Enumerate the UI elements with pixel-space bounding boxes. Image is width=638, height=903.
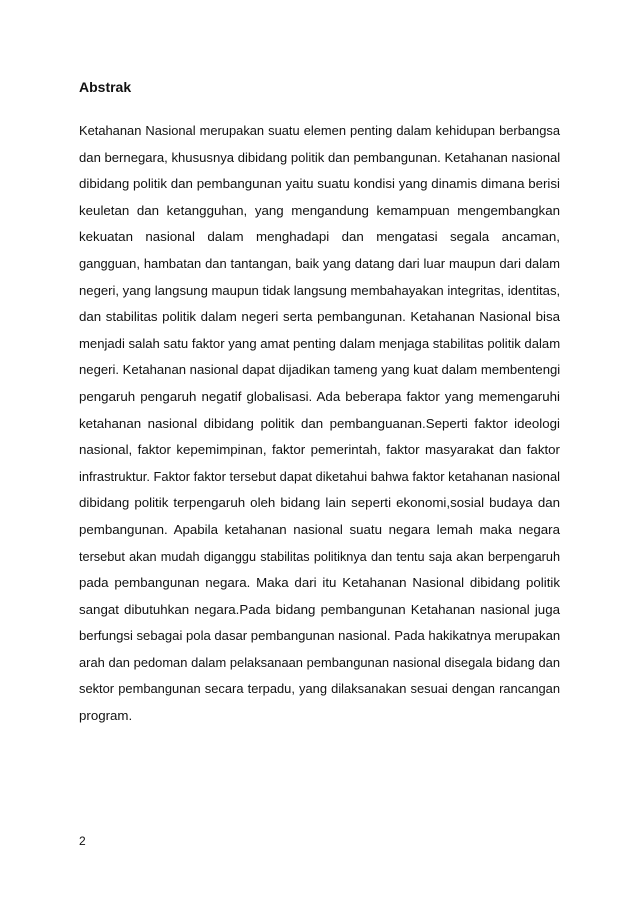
- body-line: dibidang politik terpengaruh oleh bidang lain seperti ekonomi,sosial budaya dan: [79, 495, 560, 511]
- body-line: menjadi salah satu faktor yang amat penting dalam menjaga stabilitas politik dalam: [79, 335, 561, 351]
- body-line: tersebut akan mudah diganggu stabilitas politiknya dan tentu saja akan berpengaruh: [79, 549, 560, 564]
- abstract-heading: Abstrak: [79, 79, 132, 95]
- body-line: program.: [79, 708, 133, 724]
- body-line: berfungsi sebagai pola dasar pembangunan nasional. Pada hakikatnya merupakan: [79, 628, 561, 644]
- body-line: dan stabilitas politik dalam negeri serta pembangunan. Ketahanan Nasional bisa: [79, 309, 560, 325]
- body-line: sektor pembangunan secara terpadu, yang dilaksanakan sesuai dengan rancangan: [79, 681, 560, 697]
- body-line: negeri, yang langsung maupun tidak langsung membahayakan integritas, identitas,: [79, 282, 561, 298]
- body-line: dan bernegara, khususnya dibidang politik dan pembangunan. Ketahanan nasional: [79, 149, 561, 165]
- body-line: pada pembangunan negara. Maka dari itu Ketahanan Nasional dibidang politik: [79, 575, 560, 591]
- abstract-body: [79, 118, 560, 730]
- body-line: kekuatan nasional dalam menghadapi dan mengatasi segala ancaman,: [79, 229, 560, 245]
- body-line: gangguan, hambatan dan tantangan, baik yang datang dari luar maupun dari dalam: [79, 255, 560, 271]
- body-line: pembangunan. Apabila ketahanan nasional suatu negara lemah maka negara: [79, 521, 560, 537]
- body-line: nasional, faktor kepemimpinan, faktor pemerintah, faktor masyarakat dan faktor: [79, 442, 560, 458]
- body-line: sangat dibutuhkan negara.Pada bidang pembangunan Ketahanan nasional juga: [79, 601, 560, 617]
- body-line: negeri. Ketahanan nasional dapat dijadikan tameng yang kuat dalam membentengi: [79, 362, 561, 378]
- body-line: Ketahanan Nasional merupakan suatu elemen penting dalam kehidupan berbangsa: [79, 123, 560, 138]
- body-line: dibidang politik dan pembangunan yaitu suatu kondisi yang dinamis dimana berisi: [79, 176, 560, 192]
- body-line: arah dan pedoman dalam pelaksanaan pembangunan nasional disegala bidang dan: [79, 654, 560, 670]
- page-number: 2: [79, 834, 86, 848]
- body-line: ketahanan nasional dibidang politik dan pembanguanan.Seperti faktor ideologi: [79, 415, 560, 431]
- body-line: infrastruktur. Faktor faktor tersebut dapat diketahui bahwa faktor ketahanan nasional: [79, 468, 560, 484]
- body-line: pengaruh pengaruh negatif globalisasi. Ada beberapa faktor yang memengaruhi: [79, 388, 560, 404]
- body-line: keuletan dan ketangguhan, yang mengandung kemampuan mengembangkan: [79, 202, 560, 218]
